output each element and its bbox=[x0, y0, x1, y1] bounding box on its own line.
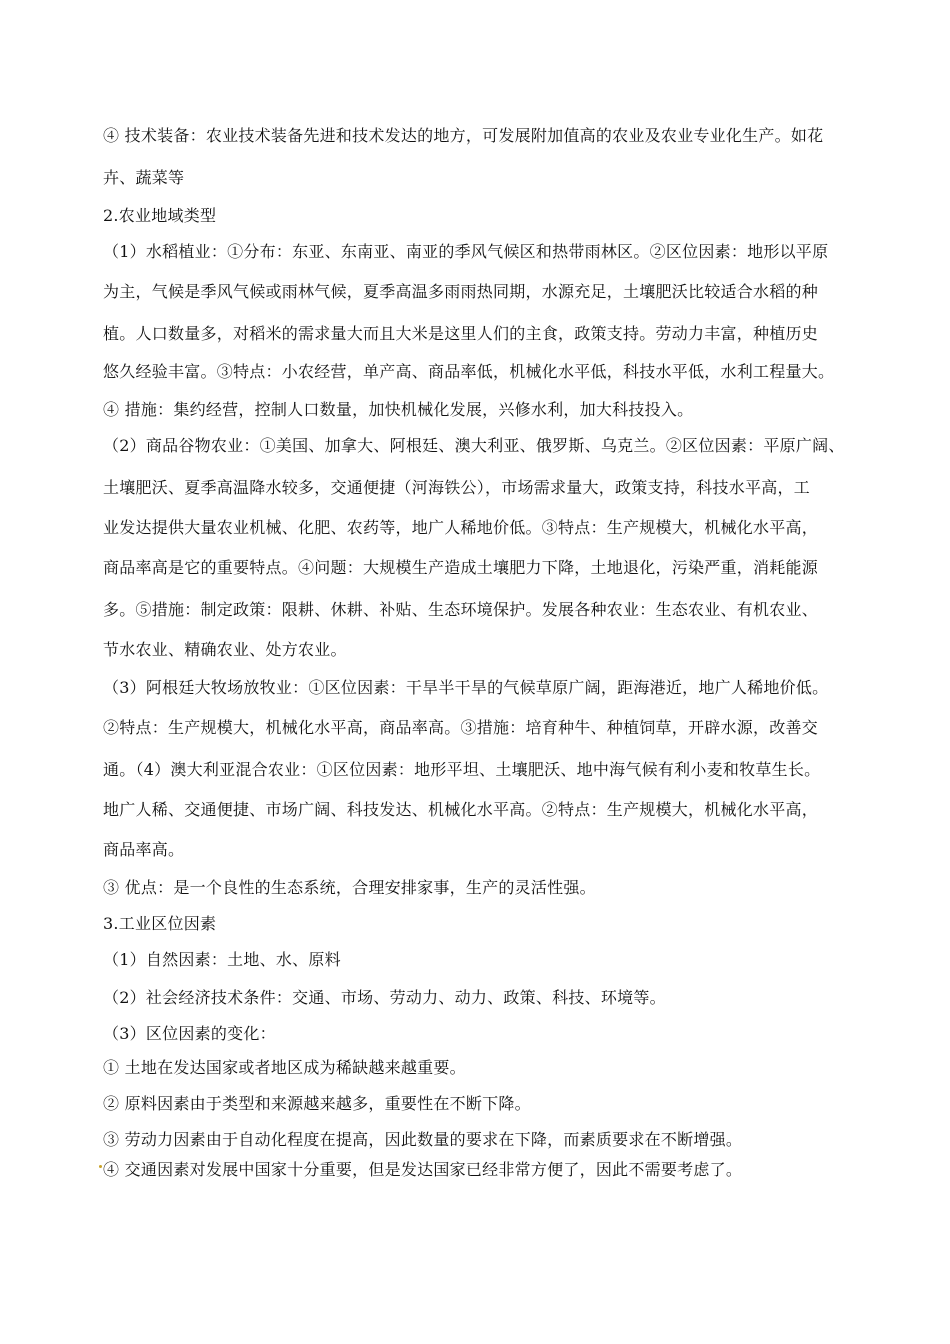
text-line: （3）阿根廷大牧场放牧业：①区位因素：干旱半干旱的气候草原广阔，距海港近，地广人稀地价低。 bbox=[103, 678, 829, 697]
text-line: 节水农业、精确农业、处方农业。 bbox=[103, 640, 347, 659]
stray-mark bbox=[99, 1165, 102, 1168]
text-line: 通。（4）澳大利亚混合农业：①区位因素：地形平坦、土壤肥沃、地中海气候有利小麦和牧草生长。 bbox=[103, 760, 821, 779]
text-line: ④ 技术装备：农业技术装备先进和技术发达的地方，可发展附加值高的农业及农业专业化生产。如花 bbox=[103, 126, 824, 145]
text-line: 商品率高是它的重要特点。④问题：大规模生产造成土壤肥力下降，土地退化，污染严重，消耗能源 bbox=[103, 558, 819, 577]
text-line: 悠久经验丰富。③特点：小农经营，单产高、商品率低，机械化水平低，科技水平低，水利工程量大。 bbox=[103, 362, 835, 381]
text-line: ②特点：生产规模大，机械化水平高，商品率高。③措施：培育种牛、种植饲草，开辟水源，改善交 bbox=[103, 718, 819, 737]
text-line: ③ 劳动力因素由于自动化程度在提高，因此数量的要求在下降，而素质要求在不断增强。 bbox=[103, 1130, 743, 1149]
text-line: 植。人口数量多，对稻米的需求量大而且大米是这里人们的主食，政策支持。劳动力丰富，种植历史 bbox=[103, 324, 819, 343]
text-line: （1）自然因素：土地、水、原料 bbox=[103, 950, 341, 969]
text-line: 业发达提供大量农业机械、化肥、农药等，地广人稀地价低。③特点：生产规模大，机械化水平高， bbox=[103, 518, 819, 537]
section-heading: 3.工业区位因素 bbox=[103, 914, 217, 933]
text-line: （3）区位因素的变化： bbox=[103, 1024, 276, 1043]
text-line: 卉、蔬菜等 bbox=[103, 168, 185, 187]
text-line: 土壤肥沃、夏季高温降水较多，交通便捷（河海铁公），市场需求量大，政策支持，科技水平高，工 bbox=[103, 478, 811, 497]
text-line: （2）社会经济技术条件：交通、市场、劳动力、动力、政策、科技、环境等。 bbox=[103, 988, 666, 1007]
text-line: ④ 措施：集约经营，控制人口数量，加快机械化发展，兴修水利，加大科技投入。 bbox=[103, 400, 694, 419]
text-line: 地广人稀、交通便捷、市场广阔、科技发达、机械化水平高。②特点：生产规模大，机械化水平高， bbox=[103, 800, 819, 819]
text-line: ② 原料因素由于类型和来源越来越多，重要性在不断下降。 bbox=[103, 1094, 531, 1113]
text-line: ① 土地在发达国家或者地区成为稀缺越来越重要。 bbox=[103, 1058, 466, 1077]
text-line: 为主，气候是季风气候或雨林气候，夏季高温多雨雨热同期，水源充足，土壤肥沃比较适合水稻的种 bbox=[103, 282, 819, 301]
text-line: 商品率高。 bbox=[103, 840, 185, 859]
text-line: （1）水稻植业：①分布：东亚、东南亚、南亚的季风气候区和热带雨林区。②区位因素：地形以平原 bbox=[103, 242, 829, 261]
section-heading: 2.农业地域类型 bbox=[103, 206, 217, 225]
text-line: ④ 交通因素对发展中国家十分重要，但是发达国家已经非常方便了，因此不需要考虑了。 bbox=[103, 1160, 743, 1179]
text-line: （2）商品谷物农业：①美国、加拿大、阿根廷、澳大利亚、俄罗斯、乌克兰。②区位因素：平原广阔、 bbox=[103, 436, 845, 455]
text-line: 多。⑤措施：制定政策：限耕、休耕、补贴、生态环境保护。发展各种农业：生态农业、有机农业、 bbox=[103, 600, 819, 619]
text-line: ③ 优点：是一个良性的生态系统，合理安排家事，生产的灵活性强。 bbox=[103, 878, 596, 897]
